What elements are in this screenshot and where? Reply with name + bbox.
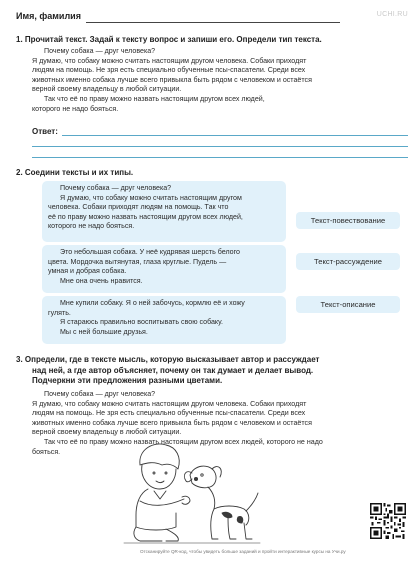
task1-line: которого не надо бояться. xyxy=(32,104,119,113)
task3-line: верной своему владельцу в любой ситуации. xyxy=(32,428,182,437)
task1-line: Так что её по праву можно назвать настоящим другом всех людей, xyxy=(44,94,265,103)
task1-line: Я думаю, что собаку можно считать настоящим другом человека. Собаки приходят xyxy=(32,56,307,65)
text-card-line: Я стараюсь правильно воспитывать свою собаку. xyxy=(60,318,223,327)
task1-title: 1. Прочитай текст. Задай к тексту вопрос и запиши его. Определи тип текста. xyxy=(16,35,322,44)
type-reasoning[interactable]: Текст-рассуждение xyxy=(296,253,400,270)
task3-title-line: Подчеркни эти предложения разными цветами. xyxy=(32,376,223,385)
task3-line: Так что её по праву можно назвать настоящим другом всех людей, которого не надо xyxy=(44,437,323,446)
boy-hugging-dog-illustration xyxy=(110,435,270,547)
text-card-line: Мне купили собаку. Я о ней забочусь, кормлю её и хожу xyxy=(60,299,245,307)
text-card-line: умная и добрая собака. xyxy=(48,267,127,276)
task3-line: Почему собака — друг человека? xyxy=(44,390,156,398)
type-description[interactable]: Текст-описание xyxy=(296,296,400,313)
task3-line: бояться. xyxy=(32,447,61,456)
task3-title-line: над ней, а где автор объясняет, почему он так думает и делает вывод. xyxy=(32,365,314,375)
task2-title: 2. Соедини тексты и их типы. xyxy=(16,168,134,177)
answer-line[interactable] xyxy=(32,146,408,147)
task1-line: людям на помощь. Не зря есть специально обученные псы-спасатели. Среди всех xyxy=(32,66,306,75)
footer-note: Отсканируйте QR-код, чтобы увидеть больше заданий и пройти интерактивные курсы на Учи.ру xyxy=(140,549,346,554)
text-card-1[interactable] xyxy=(42,181,286,242)
name-line[interactable] xyxy=(86,22,340,23)
text-card-line: цвета. Мордочка вытянутая, глаза круглые. Пудель — xyxy=(48,257,227,266)
name-label: Имя, фамилия xyxy=(16,11,81,21)
site-logo: UCHI.RU xyxy=(376,11,408,18)
task1-line: Почему собака — друг человека? xyxy=(44,47,156,55)
task3-line: животных именно собака лучше всего привыкла быть рядом с человеком и остаётся xyxy=(32,418,312,427)
text-card-line: Это небольшая собака. У неё кудрявая шерсть белого xyxy=(60,248,240,256)
answer-label: Ответ: xyxy=(32,127,58,136)
task3-title xyxy=(16,355,319,387)
text-card-line: гулять. xyxy=(48,308,71,317)
text-card-line: человека. Собаки приходят людям на помощь. Так что xyxy=(48,203,229,212)
task1-text xyxy=(32,47,408,114)
answer-line[interactable] xyxy=(62,135,408,136)
text-card-line: её по праву можно назвать настоящим другом всех людей, xyxy=(48,212,243,221)
type-narration[interactable]: Текст-повествование xyxy=(296,212,400,229)
task3-line: людям на помощь. Не зря есть специально обученные псы-спасатели. Среди всех xyxy=(32,409,306,418)
task3-title-line: 3. Определи, где в тексте мысль, которую высказывает автор и рассуждает xyxy=(16,355,320,364)
text-card-3[interactable] xyxy=(42,296,286,344)
text-card-line: Мне она очень нравится. xyxy=(60,276,143,285)
answer-line[interactable] xyxy=(32,157,408,158)
task1-line: верной своему владельцу в любой ситуации. xyxy=(32,85,182,94)
text-card-line: которого не надо бояться. xyxy=(48,222,135,231)
qr-code-icon[interactable] xyxy=(370,503,406,539)
text-card-2[interactable] xyxy=(42,245,286,293)
task1-line: животных именно собака лучше всего привыкла быть рядом с человеком и остаётся xyxy=(32,75,312,84)
task3-line: Я думаю, что собаку можно считать настоящим другом человека. Собаки приходят xyxy=(32,399,307,408)
text-card-line: Мы с ней большие друзья. xyxy=(60,327,148,336)
worksheet-header xyxy=(16,9,408,25)
text-card-line: Я думаю, что собаку можно считать настоящим другом xyxy=(60,193,242,202)
text-card-line: Почему собака — друг человека? xyxy=(60,184,172,192)
